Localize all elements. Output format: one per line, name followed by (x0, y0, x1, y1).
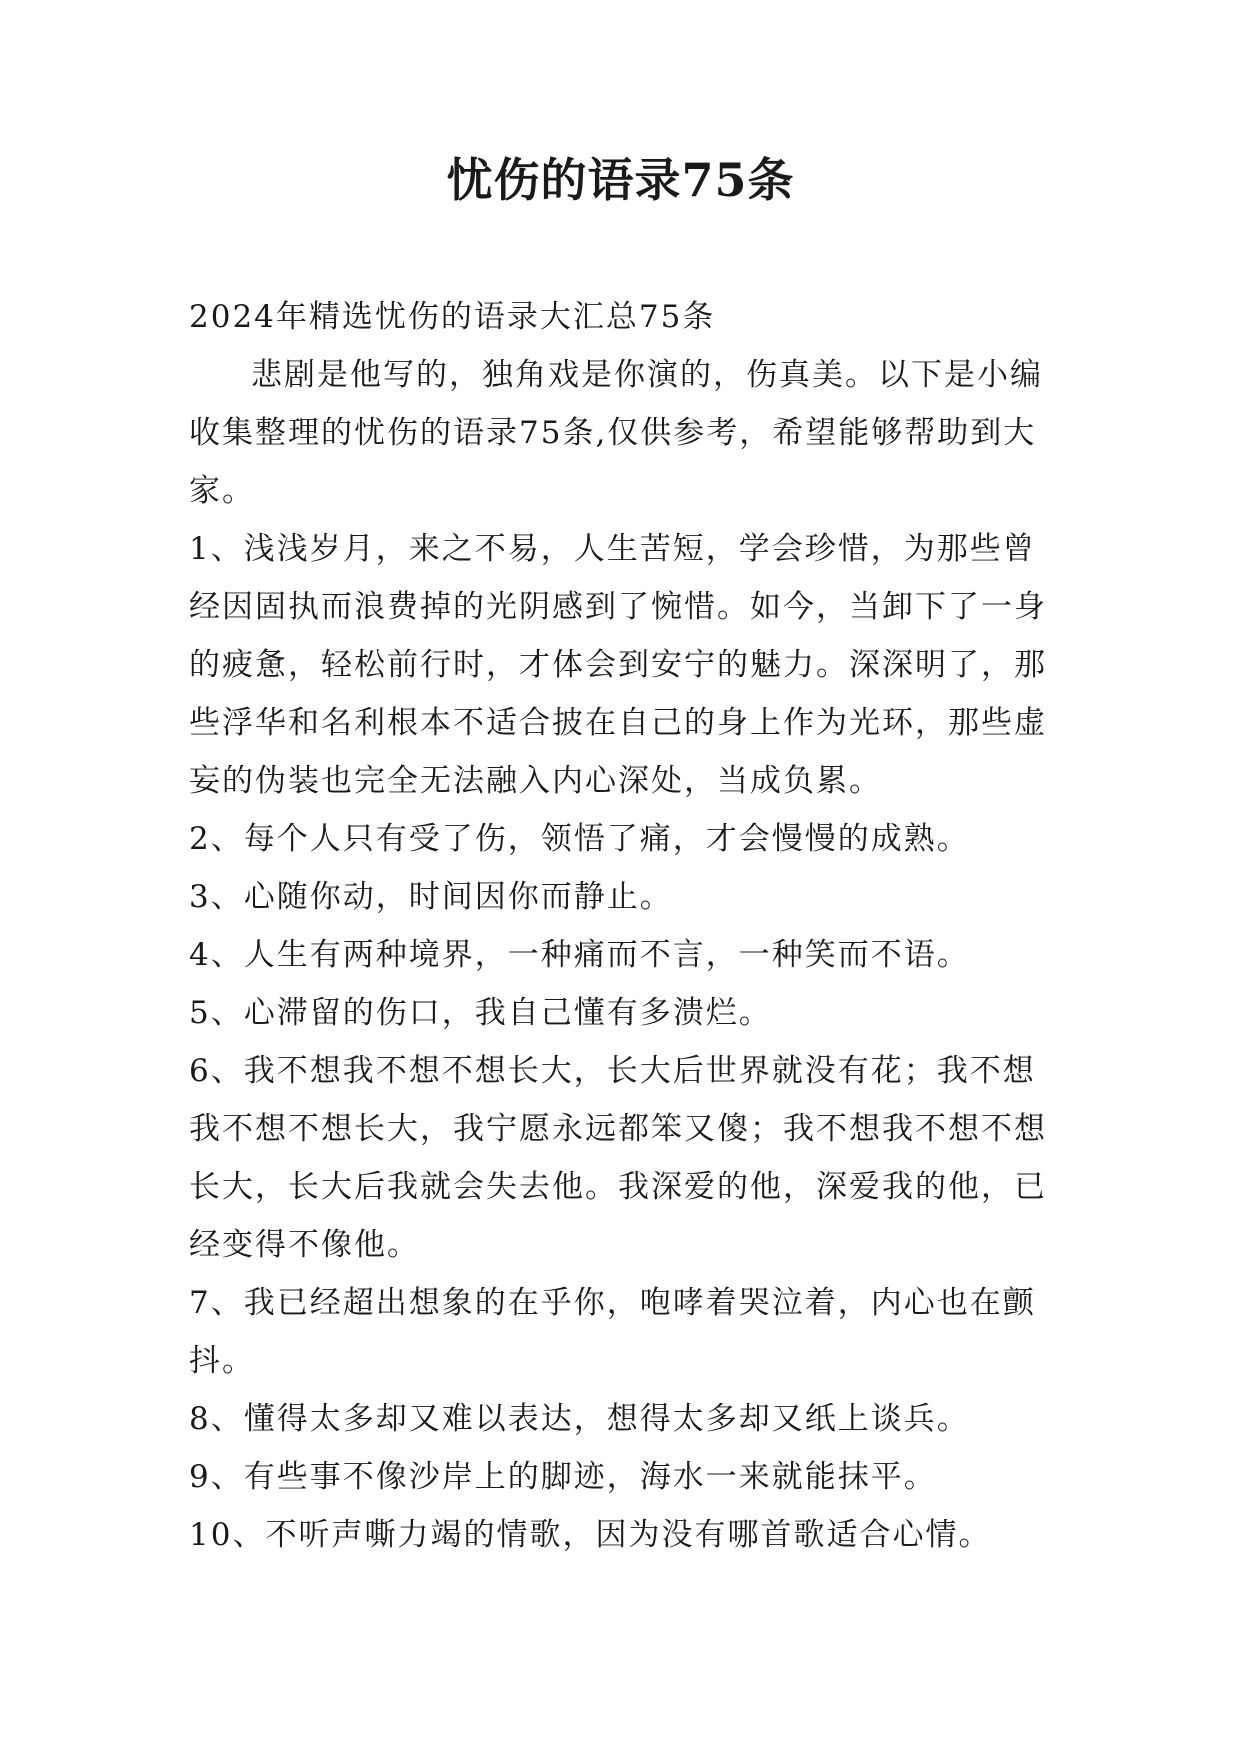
quote-item: 5、心滞留的伤口，我自己懂有多溃烂。 (189, 995, 772, 1031)
quote-item: 9、有些事不像沙岸上的脚迹，海水一来就能抹平。 (189, 1459, 937, 1495)
quote-item: 1、浅浅岁月，来之不易，人生苦短，学会珍惜，为那些曾经因固执而浪费掉的光阴感到了惋惜。如今，当卸下了一身的疲惫，轻松前行时，才体会到安宁的魅力。深深明了，那些浮华和名利根本不适合披在自己的身上作为光环，那些虚妄的伪装也完全无法融入内心深处，当成负累。 (189, 531, 1047, 799)
document-subtitle: 2024年精选忧伤的语录大汇总75条 (189, 299, 716, 335)
quote-item: 8、懂得太多却又难以表达，想得太多却又纸上谈兵。 (189, 1401, 970, 1437)
document-body (189, 288, 1055, 1564)
quote-item: 7、我已经超出想象的在乎你，咆哮着哭泣着，内心也在颤抖。 (189, 1285, 1036, 1379)
quote-item: 3、心随你动，时间因你而静止。 (189, 879, 673, 915)
quote-item: 2、每个人只有受了伤，领悟了痛，才会慢慢的成熟。 (189, 821, 970, 857)
document-title: 忧伤的语录75条 (446, 153, 795, 207)
quote-item: 10、不听声嘶力竭的情歌，因为没有哪首歌适合心情。 (189, 1517, 992, 1553)
quote-item: 6、我不想我不想不想长大，长大后世界就没有花；我不想我不想不想长大，我宁愿永远都笨又傻；我不想我不想不想长大，长大后我就会失去他。我深爱的他，深爱我的他，已经变得不像他。 (189, 1053, 1047, 1263)
quote-item: 4、人生有两种境界，一种痛而不言，一种笑而不语。 (189, 937, 970, 973)
intro-paragraph: 悲剧是他写的，独角戏是你演的，伤真美。以下是小编收集整理的忧伤的语录75条,仅供参考，希望能够帮助到大家。 (189, 357, 1043, 509)
